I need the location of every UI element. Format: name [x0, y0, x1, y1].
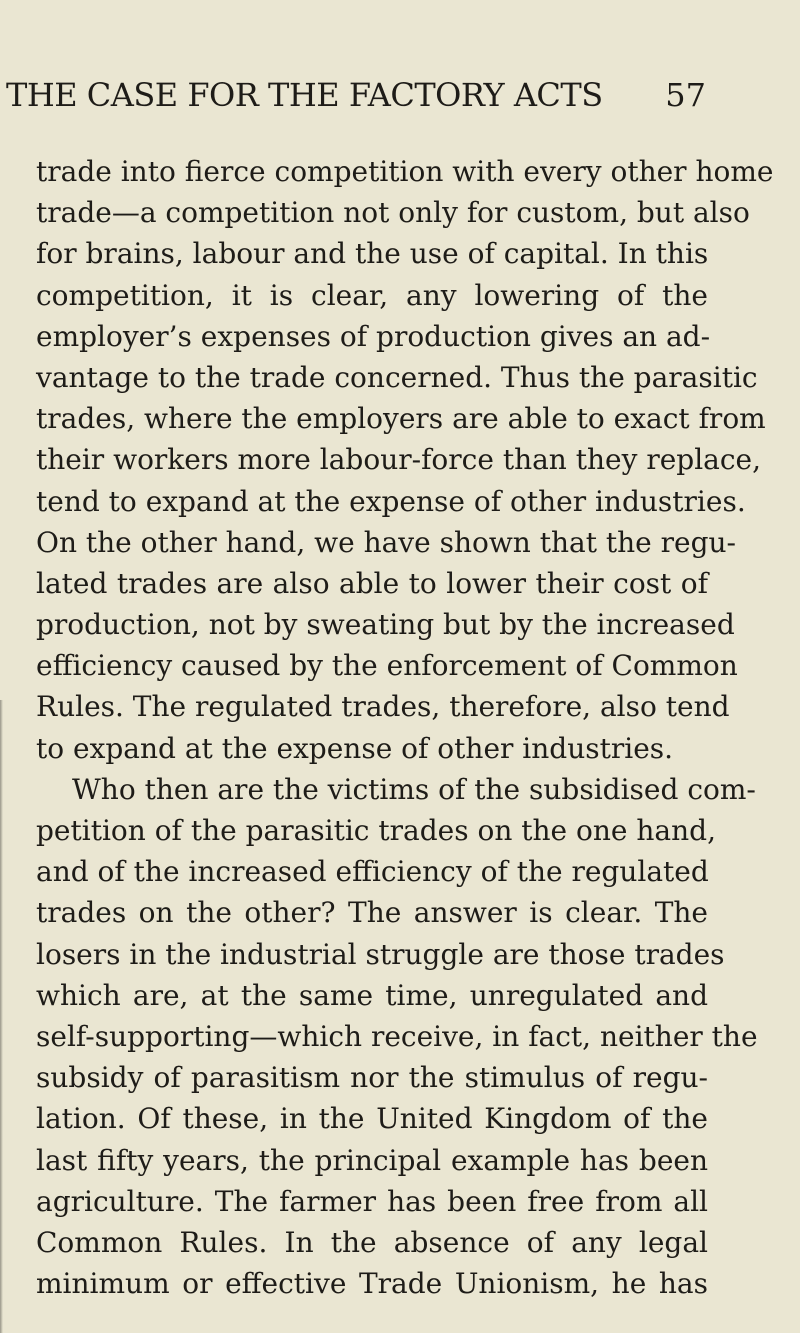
text-line: production, not by sweating but by the increased — [36, 608, 735, 642]
text-line: lation. Of these, in the United Kingdom of the — [36, 1102, 708, 1136]
page-edge-shadow — [0, 700, 3, 1333]
text-line: On the other hand, we have shown that the regu- — [36, 525, 736, 559]
text-line: tend to expand at the expense of other industries. — [36, 484, 746, 518]
text-line: and of the increased efficiency of the regulated — [36, 855, 709, 889]
text-line: last fifty years, the principal example has been — [36, 1143, 708, 1177]
text-line: their workers more labour-force than they replace, — [36, 443, 761, 477]
text-line: efficiency caused by the enforcement of Common — [36, 649, 738, 683]
text-line: trade—a competition not only for custom, but also — [36, 196, 750, 230]
text-line: agriculture. The farmer has been free from all — [36, 1184, 708, 1218]
body-text — [36, 151, 774, 1304]
running-head — [6, 70, 706, 120]
text-line: Common Rules. In the absence of any legal — [36, 1225, 708, 1259]
page-number: 57 — [665, 76, 706, 114]
text-line: Who then are the victims of the subsidised com- — [72, 772, 756, 806]
text-line: self-supporting—which receive, in fact, neither the — [36, 1019, 758, 1053]
text-line: which are, at the same time, unregulated and — [36, 978, 708, 1012]
text-line: for brains, labour and the use of capital. In this — [36, 237, 709, 271]
text-line: trades, where the employers are able to exact from — [36, 402, 766, 436]
text-line: vantage to the trade concerned. Thus the parasitic — [36, 360, 758, 394]
running-head-title: THE CASE FOR THE FACTORY ACTS — [6, 76, 603, 114]
text-line: employer’s expenses of production gives an ad- — [36, 319, 711, 353]
text-line: competition, it is clear, any lowering of the — [36, 278, 708, 312]
text-line: losers in the industrial struggle are those trades — [36, 937, 725, 971]
text-line: subsidy of parasitism nor the stimulus of regu- — [36, 1061, 708, 1095]
text-line: petition of the parasitic trades on the one hand, — [36, 814, 716, 847]
text-line: minimum or effective Trade Unionism, he has — [36, 1267, 708, 1301]
text-line: lated trades are also able to lower their cost of — [36, 566, 708, 600]
text-line: trade into fierce competition with every other home — [36, 155, 774, 188]
text-line: to expand at the expense of other industries. — [36, 731, 674, 765]
text-line: trades on the other? The answer is clear. The — [36, 896, 708, 930]
text-line: Rules. The regulated trades, therefore, also tend — [36, 690, 730, 724]
